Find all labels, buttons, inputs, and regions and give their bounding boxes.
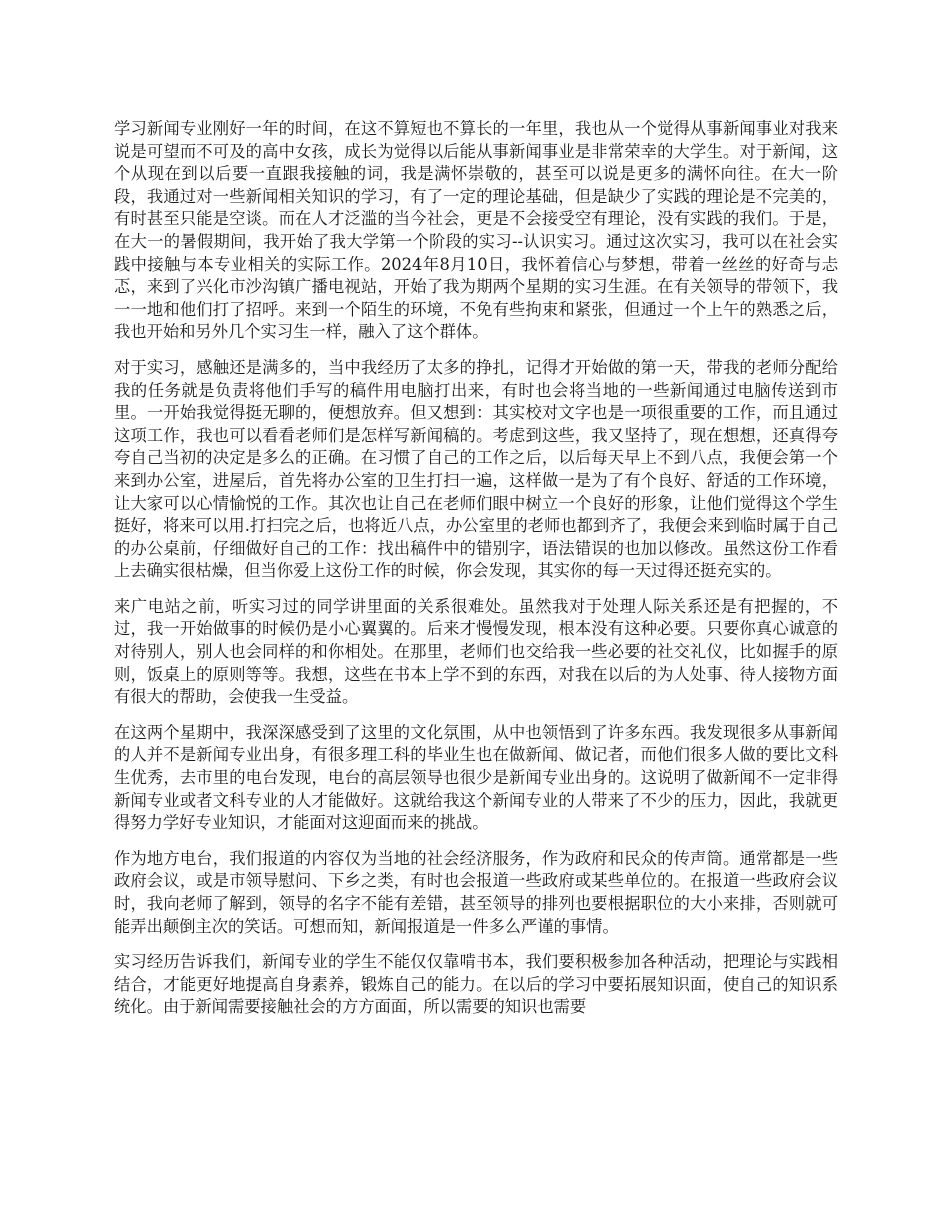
paragraph-6: 实习经历告诉我们，新闻专业的学生不能仅仅靠啃书本，我们要积极参加各种活动，把理论与实践相结合，才能更好地提高自身素养，锻炼自己的能力。在以后的学习中要拓展知识面，使自己的知识系统化。由于新闻需要接触社会的方方面面，所以需要的知识也需要 [114, 952, 838, 1017]
paragraph-3: 来广电站之前，听实习过的同学讲里面的关系很难处。虽然我对于处理人际关系还是有把握的，不过，我一开始做事的时候仍是小心翼翼的。后来才慢慢发现，根本没有这种必要。只要你真心诚意的对待别人，别人也会同样的和你相处。在那里，老师们也交给我一些必要的社交礼仪，比如握手的原则，饭桌上的原则等等。我想，这些在书本上学不到的东西，对我在以后的为人处事、待人接物方面有很大的帮助，会使我一生受益。 [114, 596, 838, 707]
paragraph-4: 在这两个星期中，我深深感受到了这里的文化氛围，从中也领悟到了许多东西。我发现很多从事新闻的人并不是新闻专业出身，有很多理工科的毕业生也在做新闻、做记者，而他们很多人做的要比文科生优秀，去市里的电台发现，电台的高层领导也很少是新闻专业出身的。这说明了做新闻不一定非得新闻专业或者文科专业的人才能做好。这就给我这个新闻专业的人带来了不少的压力，因此，我就更得努力学好专业知识，才能面对这迎面而来的挑战。 [114, 722, 838, 833]
paragraph-1: 学习新闻专业刚好一年的时间，在这不算短也不算长的一年里，我也从一个觉得从事新闻事业对我来说是可望而不可及的高中女孩，成长为觉得以后能从事新闻事业是非常荣幸的大学生。对于新闻，这个从现在到以后要一直跟我接触的词，我是满怀崇敬的，甚至可以说是更多的满怀向往。在大一阶段，我通过对一些新闻相关知识的学习，有了一定的理论基础，但是缺少了实践的理论是不完美的，有时甚至只能是空谈。而在人才泛滥的当今社会，更是不会接受空有理论，没有实践的我们。于是，在大一的暑假期间，我开始了我大学第一个阶段的实习--认识实习。通过这次实习，我可以在社会实践中接触与本专业相关的实际工作。2024年8月10日，我怀着信心与梦想，带着一丝丝的好奇与忐忑，来到了兴化市沙沟镇广播电视站，开始了我为期两个星期的实习生涯。在有关领导的带领下，我一一地和他们打了招呼。来到一个陌生的环境，不免有些拘束和紧张，但通过一个上午的熟悉之后，我也开始和另外几个实习生一样，融入了这个群体。 [114, 119, 838, 342]
document-body [114, 118, 838, 1032]
paragraph-5: 作为地方电台，我们报道的内容仅为当地的社会经济服务，作为政府和民众的传声筒。通常都是一些政府会议，或是市领导慰问、下乡之类，有时也会报道一些政府或某些单位的。在报道一些政府会议时，我向老师了解到，领导的名字不能有差错，甚至领导的排列也要根据职位的大小来排，否则就可能弄出颠倒主次的笑话。可想而知，新闻报道是一件多么严谨的事情。 [114, 848, 838, 936]
paragraph-2: 对于实习，感触还是满多的，当中我经历了太多的挣扎，记得才开始做的第一天，带我的老师分配给我的任务就是负责将他们手写的稿件用电脑打出来，有时也会将当地的一些新闻通过电脑传送到市里。一开始我觉得挺无聊的，便想放弃。但又想到：其实校对文字也是一项很重要的工作，而且通过这项工作，我也可以看看老师们是怎样写新闻稿的。考虑到这些，我又坚持了，现在想想，还真得夸夸自己当初的决定是多么的正确。在习惯了自己的工作之后，以后每天早上不到八点，我便会第一个来到办公室，进屋后，首先将办公室的卫生打扫一遍，这样做一是为了有个良好、舒适的工作环境，让大家可以心情愉悦的工作。其次也让自己在老师们眼中树立一个良好的形象，让他们觉得这个学生挺好，将来可以用.打扫完之后，也将近八点，办公室里的老师也都到齐了，我便会来到临时属于自己的办公桌前，仔细做好自己的工作：找出稿件中的错别字，语法错误的也加以修改。虽然这份工作看上去确实很枯燥，但当你爱上这份工作的时候，你会发现，其实你的每一天过得还挺充实的。 [114, 357, 838, 581]
